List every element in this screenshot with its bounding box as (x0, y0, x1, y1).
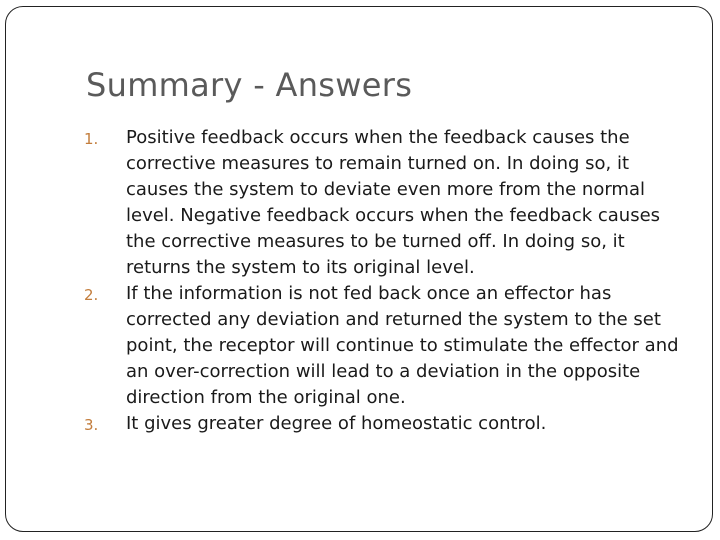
answer-text: It gives greater degree of homeostatic control. (126, 413, 547, 434)
answer-list (84, 125, 694, 437)
answer-number: 3. (84, 416, 99, 434)
answer-item-1 (84, 125, 694, 281)
answer-number: 1. (84, 130, 99, 148)
slide-frame (5, 6, 713, 532)
slide-title: Summary - Answers (86, 66, 413, 104)
answer-number: 2. (84, 286, 99, 304)
answer-item-3 (84, 411, 694, 437)
answer-text: If the information is not fed back once an effector has corrected any deviation and returned the system to the set point, the receptor will continue to stimulate the effector and an over-correction will lead to a deviation in the opposite direction from the original one. (126, 283, 679, 408)
answer-text: Positive feedback occurs when the feedback causes the corrective measures to remain turned on. In doing so, it causes the system to deviate even more from the normal level. Negative feedback occurs when the feedback causes the corrective measures to be turned off. In doing so, it returns the system to its original level. (126, 127, 661, 278)
answer-item-2 (84, 281, 694, 411)
